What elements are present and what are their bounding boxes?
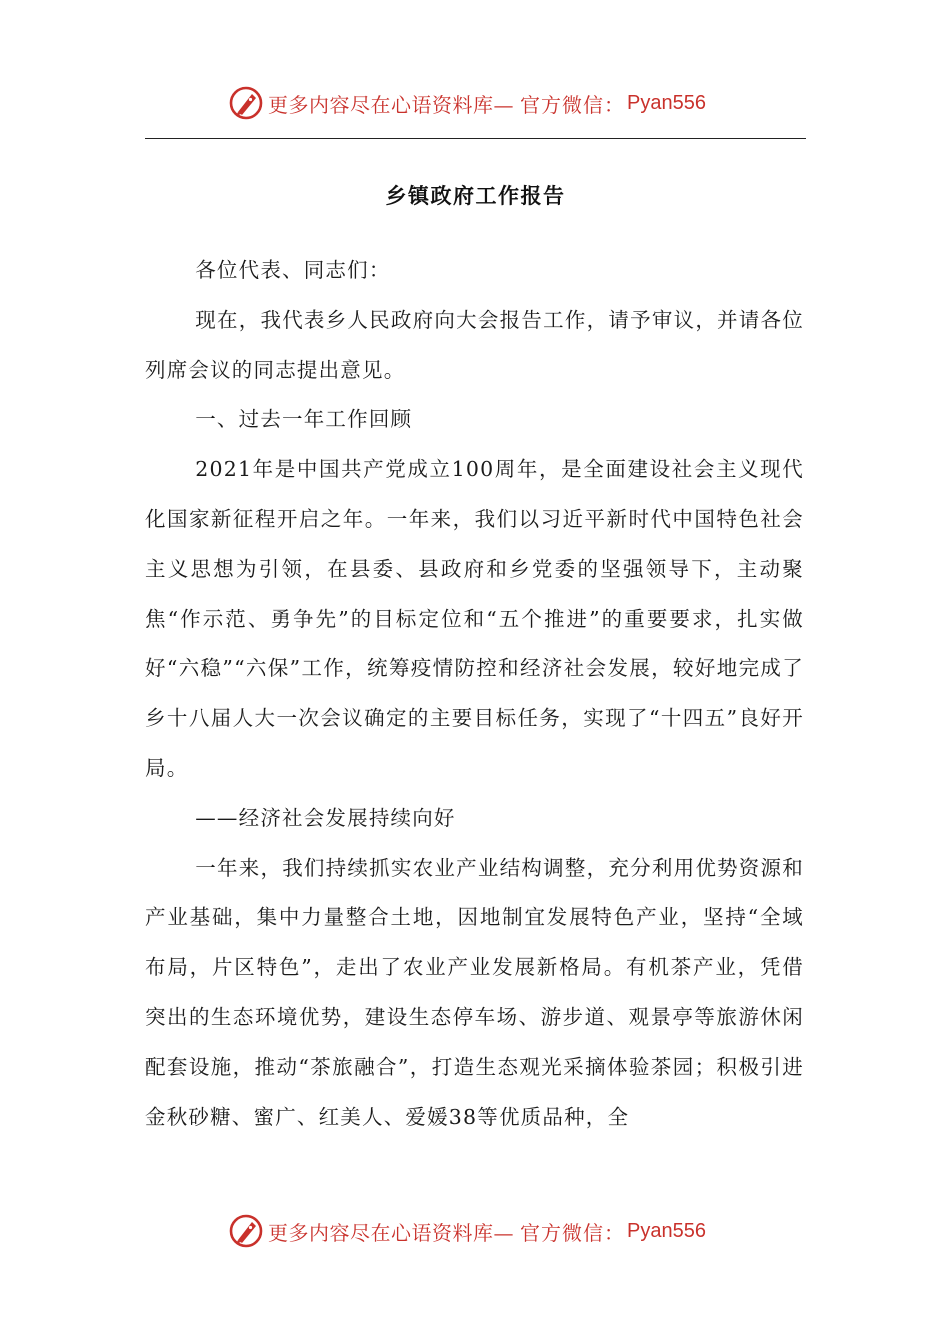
document-title: 乡镇政府工作报告	[385, 184, 566, 208]
header-watermark	[228, 83, 706, 123]
watermark-label: 官方微信：	[520, 92, 625, 117]
footer-watermark	[228, 1211, 706, 1251]
paragraph-salutation: 各位代表、同志们：	[195, 258, 391, 282]
pen-nib-logo-icon	[228, 1213, 264, 1249]
subsection-heading: ——经济社会发展持续向好	[195, 805, 456, 830]
section-heading: 一、过去一年工作回顾	[195, 407, 413, 432]
watermark-wechat-id: Pyan556	[627, 91, 706, 114]
paragraph-opening: 现在，我代表乡人民政府向大会报告工作，请予审议，并请各位列席会议的同志提出意见。	[145, 307, 804, 382]
watermark-wechat-id: Pyan556	[627, 1219, 706, 1242]
watermark-label: 官方微信：	[520, 1220, 625, 1245]
document-body	[145, 246, 804, 1142]
header-divider	[145, 138, 806, 139]
pen-nib-logo-icon	[228, 85, 264, 121]
watermark-brand-text: 更多内容尽在心语资料库—	[268, 92, 514, 117]
paragraph-review: 2021年是中国共产党成立100周年，是全面建设社会主义现代化国家新征程开启之年。一年来，我们以习近平新时代中国特色社会主义思想为引领，在县委、县政府和乡党委的坚强领导下，主动聚焦“作示范、勇争先”的目标定位和“五个推进”的重要要求，扎实做好“六稳”“六保”工作，统筹疫情防控和经济社会发展，较好地完成了乡十八届人大一次会议确定的主要目标任务，实现了“十四五”良好开局。	[145, 457, 804, 780]
paragraph-economy: 一年来，我们持续抓实农业产业结构调整，充分利用优势资源和产业基础，集中力量整合土地，因地制宜发展特色产业，坚持“全域布局，片区特色”，走出了农业产业发展新格局。有机茶产业，凭借突出的生态环境优势，建设生态停车场、游步道、观景亭等旅游休闲配套设施，推动“茶旅融合”，打造生态观光采摘体验茶园；积极引进金秋砂糖、蜜广、红美人、爱媛38等优质品种，全	[145, 855, 804, 1129]
watermark-brand-text: 更多内容尽在心语资料库—	[268, 1220, 514, 1245]
